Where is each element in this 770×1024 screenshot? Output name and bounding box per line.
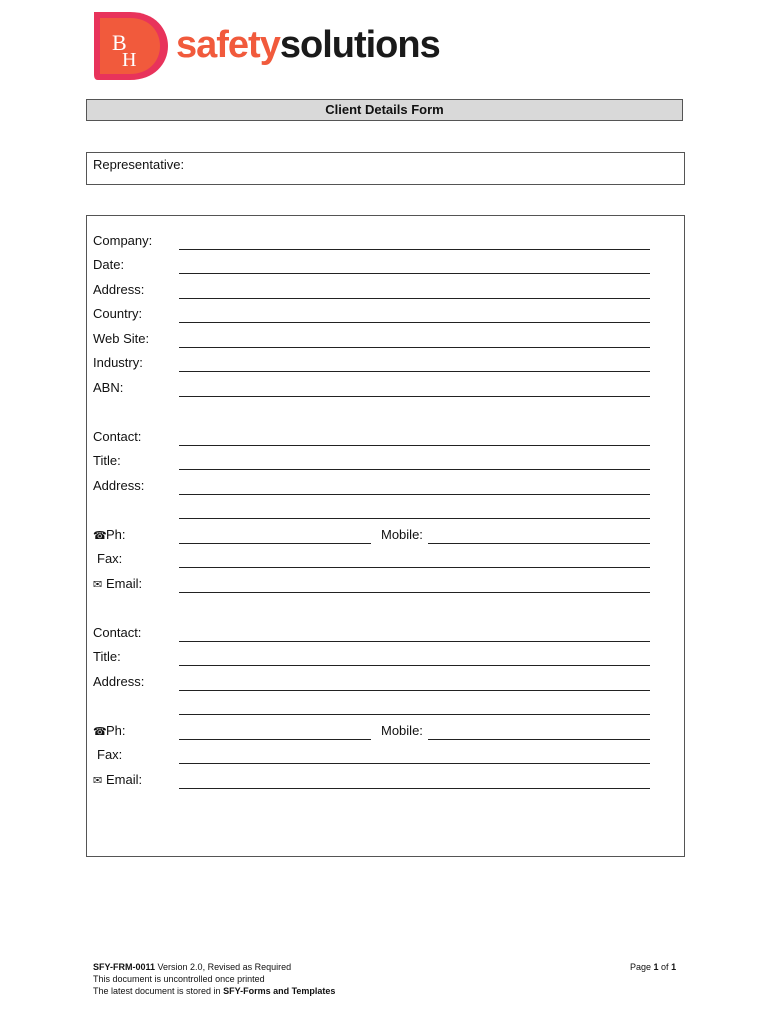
representative-field[interactable]: [86, 152, 685, 185]
contact2-line[interactable]: [179, 641, 650, 642]
company-line[interactable]: [179, 249, 650, 250]
page-current: 1: [653, 962, 659, 972]
website-line[interactable]: [179, 347, 650, 348]
company-label: Company:: [93, 233, 153, 248]
contact2-fax-line[interactable]: [179, 763, 650, 764]
representative-label: Representative:: [93, 157, 185, 172]
brand-word-safety: safety: [176, 24, 280, 66]
country-row: [87, 305, 684, 329]
industry-label: Industry:: [93, 355, 143, 370]
footer-line-1: [93, 961, 693, 973]
storage-prefix: The latest document is stored in: [93, 986, 224, 996]
country-line[interactable]: [179, 322, 650, 323]
contact1-fax-label: Fax:: [97, 551, 123, 566]
contact2-ph-label-wrap: [93, 722, 126, 741]
contact2-email-row: [87, 771, 684, 795]
contact2-mobile-label: Mobile:: [381, 723, 423, 738]
contact2-address-row2: [87, 697, 684, 721]
contact1-row: [87, 428, 684, 452]
contact1-email-label: Email:: [106, 576, 143, 591]
industry-line[interactable]: [179, 371, 650, 372]
website-label: Web Site:: [93, 331, 150, 346]
contact1-title-row: [87, 452, 684, 476]
contact1-address-row2: [87, 501, 684, 525]
contact1-fax-line[interactable]: [179, 567, 650, 568]
contact2-ph-line[interactable]: [179, 739, 371, 740]
badge-letter-b: B: [112, 30, 127, 55]
client-details-box: [86, 215, 685, 857]
contact1-line[interactable]: [179, 445, 650, 446]
brand-word-solutions: solutions: [279, 24, 440, 66]
document-footer: [93, 961, 693, 997]
phone-icon: ☎: [93, 530, 107, 542]
contact2-address-line2[interactable]: [179, 714, 650, 715]
contact1-fax-row: [87, 550, 684, 574]
contact2-mobile-line[interactable]: [428, 739, 650, 740]
address-label: Address:: [93, 282, 145, 297]
contact2-address-line[interactable]: [179, 690, 650, 691]
footer-line-2: This document is uncontrolled once printed: [93, 974, 265, 984]
footer-line-3: [93, 985, 693, 997]
contact1-ph-label: Ph:: [106, 527, 126, 542]
phone-icon: ☎: [93, 726, 107, 738]
contact1-address-line2[interactable]: [179, 518, 650, 519]
envelope-icon: ✉: [93, 775, 103, 787]
address-row: [87, 281, 684, 305]
date-label: Date:: [93, 257, 125, 272]
contact1-phone-row: [87, 526, 684, 550]
contact1-email-row: [87, 575, 684, 599]
badge-letter-h: H: [122, 49, 137, 71]
contact1-ph-line[interactable]: [179, 543, 371, 544]
contact2-fax-label: Fax:: [97, 747, 123, 762]
contact1-address-row: [87, 477, 684, 501]
page-of: of: [658, 962, 672, 972]
footer-info: [93, 961, 693, 997]
contact1-label: Contact:: [93, 429, 142, 444]
contact2-address-label: Address:: [93, 674, 145, 689]
contact2-row: [87, 624, 684, 648]
contact1-title-label: Title:: [93, 453, 121, 468]
contact1-address-label: Address:: [93, 478, 145, 493]
contact2-label: Contact:: [93, 625, 142, 640]
version-text: Version 2.0, Revised as Required: [155, 962, 292, 972]
contact1-address-line[interactable]: [179, 494, 650, 495]
page-number: [630, 961, 676, 973]
page-prefix: Page: [630, 962, 654, 972]
contact1-mobile-line[interactable]: [428, 543, 650, 544]
contact1-email-label-wrap: [93, 575, 142, 594]
country-label: Country:: [93, 306, 143, 321]
industry-row: [87, 354, 684, 378]
contact2-phone-row: [87, 722, 684, 746]
contact2-fax-row: [87, 746, 684, 770]
storage-location: SFY-Forms and Templates: [223, 986, 336, 996]
contact1-ph-label-wrap: [93, 526, 126, 545]
contact2-email-line[interactable]: [179, 788, 650, 789]
abn-row: [87, 379, 684, 403]
contact2-ph-label: Ph:: [106, 723, 126, 738]
form-title: Client Details Form: [86, 99, 683, 121]
contact1-email-line[interactable]: [179, 592, 650, 593]
company-row: [87, 232, 684, 256]
contact2-title-line[interactable]: [179, 665, 650, 666]
contact2-address-row: [87, 673, 684, 697]
contact1-title-line[interactable]: [179, 469, 650, 470]
envelope-icon: ✉: [93, 579, 103, 591]
contact2-title-row: [87, 648, 684, 672]
contact2-email-label-wrap: [93, 771, 142, 790]
doc-code: SFY-FRM-0011: [93, 962, 156, 972]
abn-label: ABN:: [93, 380, 124, 395]
company-logo: [90, 8, 490, 84]
address-line[interactable]: [179, 298, 650, 299]
page-total: 1: [671, 962, 677, 972]
brand-wordmark: [176, 22, 440, 68]
contact1-mobile-label: Mobile:: [381, 527, 423, 542]
contact2-email-label: Email:: [106, 772, 143, 787]
contact2-title-label: Title:: [93, 649, 121, 664]
date-row: [87, 256, 684, 280]
website-row: [87, 330, 684, 354]
logo-badge-icon: [90, 8, 170, 84]
abn-line[interactable]: [179, 396, 650, 397]
date-line[interactable]: [179, 273, 650, 274]
